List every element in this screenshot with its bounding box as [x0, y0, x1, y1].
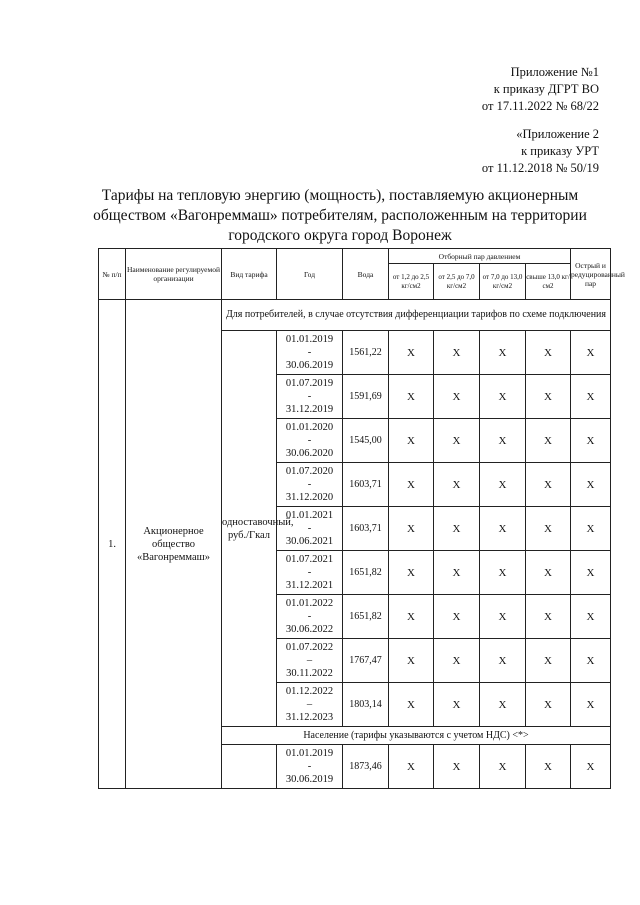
- period-separator: -: [307, 391, 312, 402]
- period-to: 30.06.2021: [285, 536, 334, 547]
- period-separator: -: [307, 435, 312, 446]
- period-cell: [277, 375, 343, 419]
- period-from: 01.07.2021: [285, 554, 334, 565]
- not-applicable-mark: X: [526, 507, 571, 551]
- organization-name: Акционерное общество «Вагонреммаш»: [126, 300, 222, 789]
- not-applicable-mark: X: [571, 683, 611, 727]
- period-from: 01.07.2022: [285, 642, 334, 653]
- water-tariff: 1803,14: [343, 683, 389, 727]
- period-separator: -: [307, 611, 312, 622]
- period-cell: [277, 639, 343, 683]
- not-applicable-mark: X: [571, 507, 611, 551]
- not-applicable-mark: X: [389, 551, 434, 595]
- not-applicable-mark: X: [480, 595, 526, 639]
- period-cell: [277, 595, 343, 639]
- period-from: 01.12.2022: [285, 686, 334, 697]
- not-applicable-mark: X: [526, 683, 571, 727]
- not-applicable-mark: X: [526, 375, 571, 419]
- not-applicable-mark: X: [389, 463, 434, 507]
- not-applicable-mark: X: [434, 331, 480, 375]
- document-title: Тарифы на тепловую энергию (мощность), поставляемую акционерным обществом «Вагонреммаш» потребителям, расположенным на территории городского округа город Воронеж: [93, 187, 587, 244]
- not-applicable-mark: X: [480, 551, 526, 595]
- not-applicable-mark: X: [434, 463, 480, 507]
- water-tariff: 1561,22: [343, 331, 389, 375]
- water-tariff: 1651,82: [343, 551, 389, 595]
- header-line: от 17.11.2022 № 68/22: [481, 99, 599, 113]
- not-applicable-mark: X: [434, 639, 480, 683]
- not-applicable-mark: X: [571, 375, 611, 419]
- not-applicable-mark: X: [526, 331, 571, 375]
- water-tariff: 1545,00: [343, 419, 389, 463]
- period-cell: [277, 745, 343, 789]
- header-line: от 11.12.2018 № 50/19: [481, 161, 599, 175]
- row-number: 1.: [99, 300, 126, 789]
- not-applicable-mark: X: [571, 745, 611, 789]
- period-cell: [277, 507, 343, 551]
- period-separator: –: [306, 655, 313, 666]
- header-steam-4: свыше 13,0 кг/см2: [526, 264, 571, 300]
- not-applicable-mark: X: [480, 507, 526, 551]
- period-to: 30.06.2022: [285, 624, 334, 635]
- not-applicable-mark: X: [389, 375, 434, 419]
- not-applicable-mark: X: [389, 745, 434, 789]
- period-separator: -: [307, 479, 312, 490]
- header-num: № п/п: [99, 249, 126, 300]
- period-to: 30.06.2019: [285, 360, 334, 371]
- period-separator: -: [307, 523, 312, 534]
- appendix-header-2: [482, 126, 599, 177]
- not-applicable-mark: X: [434, 507, 480, 551]
- period-to: 30.11.2022: [286, 668, 333, 679]
- not-applicable-mark: X: [480, 463, 526, 507]
- water-tariff: 1603,71: [343, 507, 389, 551]
- section-header: Для потребителей, в случае отсутствия дифференциации тарифов по схеме подключения: [222, 300, 611, 331]
- period-from: 01.01.2022: [285, 598, 334, 609]
- not-applicable-mark: X: [526, 419, 571, 463]
- period-to: 31.12.2021: [285, 580, 334, 591]
- header-line: к приказу ДГРТ ВО: [493, 82, 599, 96]
- section-header: Население (тарифы указываются с учетом НДС) <*>: [222, 727, 611, 745]
- not-applicable-mark: X: [571, 551, 611, 595]
- not-applicable-mark: X: [389, 507, 434, 551]
- period-from: 01.07.2020: [285, 466, 334, 477]
- not-applicable-mark: X: [526, 551, 571, 595]
- period-to: 31.12.2020: [285, 492, 334, 503]
- not-applicable-mark: X: [526, 745, 571, 789]
- not-applicable-mark: X: [480, 639, 526, 683]
- not-applicable-mark: X: [389, 639, 434, 683]
- header-water: Вода: [343, 249, 389, 300]
- not-applicable-mark: X: [434, 375, 480, 419]
- period-from: 01.01.2019: [285, 334, 334, 345]
- not-applicable-mark: X: [434, 745, 480, 789]
- not-applicable-mark: X: [434, 683, 480, 727]
- not-applicable-mark: X: [389, 595, 434, 639]
- period-cell: [277, 419, 343, 463]
- header-line: к приказу УРТ: [521, 144, 599, 158]
- header-steam-1: от 1,2 до 2,5 кг/см2: [389, 264, 434, 300]
- not-applicable-mark: X: [526, 595, 571, 639]
- period-cell: [277, 683, 343, 727]
- not-applicable-mark: X: [571, 419, 611, 463]
- header-sharp-steam: Острый и редуцированный пар: [571, 249, 611, 300]
- not-applicable-mark: X: [526, 463, 571, 507]
- water-tariff: 1767,47: [343, 639, 389, 683]
- water-tariff: 1651,82: [343, 595, 389, 639]
- period-from: 01.01.2020: [285, 422, 334, 433]
- period-separator: -: [307, 347, 312, 358]
- not-applicable-mark: X: [480, 375, 526, 419]
- period-to: 30.06.2019: [285, 774, 334, 785]
- not-applicable-mark: X: [526, 639, 571, 683]
- not-applicable-mark: X: [480, 745, 526, 789]
- not-applicable-mark: X: [480, 331, 526, 375]
- not-applicable-mark: X: [480, 419, 526, 463]
- tariff-table: [98, 248, 625, 789]
- empty-cell: [222, 745, 277, 789]
- water-tariff: 1873,46: [343, 745, 389, 789]
- period-cell: [277, 551, 343, 595]
- not-applicable-mark: X: [571, 595, 611, 639]
- period-cell: [277, 463, 343, 507]
- header-line: Приложение №1: [510, 65, 599, 79]
- not-applicable-mark: X: [389, 683, 434, 727]
- not-applicable-mark: X: [571, 463, 611, 507]
- period-separator: –: [306, 699, 313, 710]
- water-tariff: 1603,71: [343, 463, 389, 507]
- not-applicable-mark: X: [389, 331, 434, 375]
- header-year: Год: [277, 249, 343, 300]
- period-from: 01.01.2021: [285, 510, 334, 521]
- tariff-type: одноставочный, руб./Гкал: [222, 331, 277, 727]
- header-steam-3: от 7,0 до 13,0 кг/см2: [480, 264, 526, 300]
- header-steam-2: от 2,5 до 7,0 кг/см2: [434, 264, 480, 300]
- not-applicable-mark: X: [571, 331, 611, 375]
- header-type: Вид тарифа: [222, 249, 277, 300]
- not-applicable-mark: X: [389, 419, 434, 463]
- header-steam-group: Отборный пар давлением: [389, 249, 571, 264]
- not-applicable-mark: X: [480, 683, 526, 727]
- appendix-header-1: [482, 64, 599, 115]
- period-from: 01.01.2019: [285, 748, 334, 759]
- period-separator: -: [307, 761, 312, 772]
- header-line: «Приложение 2: [516, 127, 599, 141]
- period-from: 01.07.2019: [285, 378, 334, 389]
- not-applicable-mark: X: [434, 595, 480, 639]
- period-to: 31.12.2019: [285, 404, 334, 415]
- period-cell: [277, 331, 343, 375]
- not-applicable-mark: X: [434, 419, 480, 463]
- period-to: 30.06.2020: [285, 448, 334, 459]
- period-to: 31.12.2023: [285, 712, 334, 723]
- header-org: Наименование регулируемой организации: [126, 249, 222, 300]
- period-separator: -: [307, 567, 312, 578]
- not-applicable-mark: X: [434, 551, 480, 595]
- water-tariff: 1591,69: [343, 375, 389, 419]
- not-applicable-mark: X: [571, 639, 611, 683]
